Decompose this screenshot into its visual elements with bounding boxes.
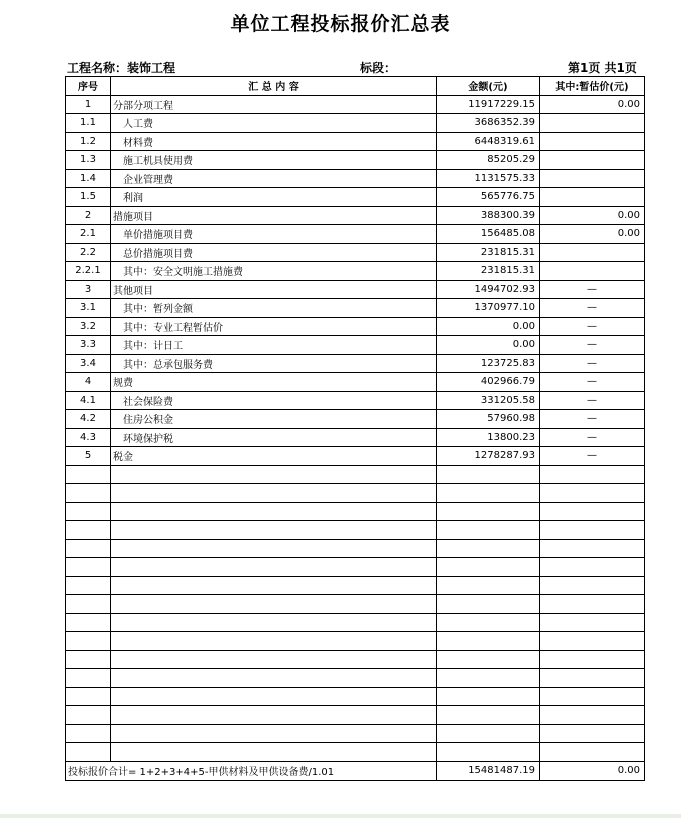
row-amount: 565776.75 xyxy=(437,188,540,207)
project-name-label: 工程名称：装饰工程 xyxy=(67,61,176,75)
empty-cell xyxy=(540,687,645,706)
empty-cell xyxy=(437,724,540,743)
row-index: 2.2 xyxy=(66,243,111,262)
row-index: 1.5 xyxy=(66,188,111,207)
row-amount: 0.00 xyxy=(437,317,540,336)
row-index: 4 xyxy=(66,373,111,392)
empty-cell xyxy=(66,502,111,521)
empty-cell xyxy=(437,558,540,577)
empty-cell xyxy=(111,595,437,614)
row-provisional: 0.00 xyxy=(540,206,645,225)
empty-cell xyxy=(437,502,540,521)
row-amount: 1494702.93 xyxy=(437,280,540,299)
empty-cell xyxy=(66,650,111,669)
empty-cell xyxy=(66,669,111,688)
row-index: 3.4 xyxy=(66,354,111,373)
table-row xyxy=(66,428,645,447)
empty-cell xyxy=(111,539,437,558)
empty-row xyxy=(66,669,645,688)
empty-row xyxy=(66,687,645,706)
empty-cell xyxy=(540,521,645,540)
empty-cell xyxy=(111,465,437,484)
row-amount: 11917229.15 xyxy=(437,95,540,114)
empty-cell xyxy=(111,613,437,632)
row-provisional xyxy=(540,151,645,170)
row-content: 利润 xyxy=(111,188,437,207)
empty-cell xyxy=(66,724,111,743)
row-content: 环境保护税 xyxy=(111,428,437,447)
row-amount: 402966.79 xyxy=(437,373,540,392)
row-index: 2.2.1 xyxy=(66,262,111,281)
row-provisional xyxy=(540,169,645,188)
row-index: 1.4 xyxy=(66,169,111,188)
row-content: 其中：安全文明施工措施费 xyxy=(111,262,437,281)
empty-cell xyxy=(437,613,540,632)
empty-row xyxy=(66,576,645,595)
row-index: 1.3 xyxy=(66,151,111,170)
bottom-strip xyxy=(0,814,681,818)
row-content: 其中：计日工 xyxy=(111,336,437,355)
row-provisional: 0.00 xyxy=(540,95,645,114)
row-content: 措施项目 xyxy=(111,206,437,225)
table-header-row xyxy=(66,77,645,96)
row-amount: 231815.31 xyxy=(437,243,540,262)
empty-cell xyxy=(540,465,645,484)
row-amount: 3686352.39 xyxy=(437,114,540,133)
empty-cell xyxy=(437,687,540,706)
section-label: 标段： xyxy=(360,61,397,75)
row-index: 3 xyxy=(66,280,111,299)
table-row xyxy=(66,410,645,429)
row-provisional xyxy=(540,114,645,133)
row-content: 材料费 xyxy=(111,132,437,151)
empty-cell xyxy=(540,669,645,688)
row-content: 单价措施项目费 xyxy=(111,225,437,244)
table-row xyxy=(66,206,645,225)
table-row xyxy=(66,373,645,392)
empty-row xyxy=(66,539,645,558)
row-index: 2.1 xyxy=(66,225,111,244)
table-row xyxy=(66,280,645,299)
empty-cell xyxy=(111,521,437,540)
table-row xyxy=(66,391,645,410)
table-row xyxy=(66,95,645,114)
empty-cell xyxy=(540,539,645,558)
empty-cell xyxy=(66,539,111,558)
row-provisional xyxy=(540,262,645,281)
empty-cell xyxy=(111,502,437,521)
row-index: 5 xyxy=(66,447,111,466)
empty-cell xyxy=(66,706,111,725)
row-content: 总价措施项目费 xyxy=(111,243,437,262)
empty-cell xyxy=(111,687,437,706)
table-row xyxy=(66,225,645,244)
page-title: 单位工程投标报价汇总表 xyxy=(230,13,451,35)
row-provisional: — xyxy=(540,280,645,299)
empty-cell xyxy=(66,613,111,632)
row-index: 4.1 xyxy=(66,391,111,410)
row-index: 3.1 xyxy=(66,299,111,318)
empty-cell xyxy=(437,632,540,651)
header-content: 汇 总 内 容 xyxy=(111,77,437,96)
row-index: 4.3 xyxy=(66,428,111,447)
empty-row xyxy=(66,650,645,669)
table-body xyxy=(66,95,645,761)
row-content: 社会保险费 xyxy=(111,391,437,410)
empty-cell xyxy=(437,595,540,614)
row-content: 规费 xyxy=(111,373,437,392)
row-provisional: — xyxy=(540,410,645,429)
header-index: 序号 xyxy=(66,77,111,96)
row-content: 其中：暂列金额 xyxy=(111,299,437,318)
row-amount: 1370977.10 xyxy=(437,299,540,318)
row-amount: 231815.31 xyxy=(437,262,540,281)
empty-cell xyxy=(66,521,111,540)
empty-cell xyxy=(66,687,111,706)
empty-cell xyxy=(540,595,645,614)
empty-cell xyxy=(111,724,437,743)
row-provisional: 0.00 xyxy=(540,225,645,244)
empty-row xyxy=(66,724,645,743)
empty-cell xyxy=(66,743,111,762)
empty-row xyxy=(66,484,645,503)
empty-cell xyxy=(66,576,111,595)
empty-cell xyxy=(66,484,111,503)
row-index: 4.2 xyxy=(66,410,111,429)
empty-cell xyxy=(111,650,437,669)
row-content: 人工费 xyxy=(111,114,437,133)
row-index: 3.3 xyxy=(66,336,111,355)
row-index: 3.2 xyxy=(66,317,111,336)
row-amount: 13800.23 xyxy=(437,428,540,447)
empty-row xyxy=(66,706,645,725)
row-provisional xyxy=(540,132,645,151)
empty-row xyxy=(66,613,645,632)
total-amount: 15481487.19 xyxy=(437,761,540,780)
empty-cell xyxy=(111,669,437,688)
row-provisional: — xyxy=(540,317,645,336)
header-amount: 金额(元) xyxy=(437,77,540,96)
empty-cell xyxy=(540,502,645,521)
total-row xyxy=(66,761,645,780)
empty-row xyxy=(66,743,645,762)
row-amount: 388300.39 xyxy=(437,206,540,225)
empty-cell xyxy=(540,743,645,762)
row-provisional: — xyxy=(540,391,645,410)
row-amount: 85205.29 xyxy=(437,151,540,170)
row-content: 税金 xyxy=(111,447,437,466)
empty-cell xyxy=(437,539,540,558)
row-content: 其中：总承包服务费 xyxy=(111,354,437,373)
table-row xyxy=(66,114,645,133)
row-amount: 1131575.33 xyxy=(437,169,540,188)
empty-row xyxy=(66,595,645,614)
empty-row xyxy=(66,521,645,540)
row-content: 施工机具使用费 xyxy=(111,151,437,170)
empty-cell xyxy=(540,484,645,503)
row-amount: 0.00 xyxy=(437,336,540,355)
empty-row xyxy=(66,465,645,484)
row-amount: 6448319.61 xyxy=(437,132,540,151)
empty-cell xyxy=(437,576,540,595)
row-amount: 123725.83 xyxy=(437,354,540,373)
row-index: 2 xyxy=(66,206,111,225)
empty-cell xyxy=(437,743,540,762)
row-content: 分部分项工程 xyxy=(111,95,437,114)
empty-cell xyxy=(540,632,645,651)
empty-cell xyxy=(540,576,645,595)
empty-cell xyxy=(111,484,437,503)
row-provisional: — xyxy=(540,299,645,318)
table-row xyxy=(66,317,645,336)
total-label: 投标报价合计= 1+2+3+4+5-甲供材料及甲供设备费/1.01 xyxy=(66,761,437,780)
row-content: 企业管理费 xyxy=(111,169,437,188)
empty-cell xyxy=(437,650,540,669)
row-amount: 57960.98 xyxy=(437,410,540,429)
row-provisional: — xyxy=(540,428,645,447)
table-row xyxy=(66,262,645,281)
summary-table xyxy=(65,76,645,781)
row-provisional: — xyxy=(540,373,645,392)
empty-cell xyxy=(540,558,645,577)
table-row xyxy=(66,169,645,188)
table-row xyxy=(66,299,645,318)
table-row xyxy=(66,243,645,262)
empty-cell xyxy=(111,743,437,762)
empty-cell xyxy=(540,706,645,725)
table-row xyxy=(66,447,645,466)
row-content: 其中：专业工程暂估价 xyxy=(111,317,437,336)
empty-cell xyxy=(66,558,111,577)
row-provisional: — xyxy=(540,354,645,373)
empty-cell xyxy=(540,650,645,669)
table-row xyxy=(66,336,645,355)
empty-cell xyxy=(437,669,540,688)
row-provisional xyxy=(540,188,645,207)
empty-row xyxy=(66,502,645,521)
row-index: 1.1 xyxy=(66,114,111,133)
total-provisional: 0.00 xyxy=(540,761,645,780)
table-row xyxy=(66,132,645,151)
empty-cell xyxy=(66,595,111,614)
row-provisional: — xyxy=(540,447,645,466)
empty-cell xyxy=(437,521,540,540)
empty-cell xyxy=(66,632,111,651)
table-row xyxy=(66,151,645,170)
empty-cell xyxy=(437,484,540,503)
empty-cell xyxy=(111,706,437,725)
row-index: 1 xyxy=(66,95,111,114)
empty-cell xyxy=(66,465,111,484)
empty-cell xyxy=(540,724,645,743)
table-row xyxy=(66,354,645,373)
row-provisional xyxy=(540,243,645,262)
empty-cell xyxy=(540,613,645,632)
empty-cell xyxy=(437,706,540,725)
row-amount: 1278287.93 xyxy=(437,447,540,466)
row-content: 住房公积金 xyxy=(111,410,437,429)
page-number-label: 第1页 共1页 xyxy=(568,61,637,75)
empty-row xyxy=(66,558,645,577)
header-provisional: 其中:暂估价(元) xyxy=(540,77,645,96)
row-index: 1.2 xyxy=(66,132,111,151)
empty-cell xyxy=(111,576,437,595)
empty-cell xyxy=(111,558,437,577)
row-amount: 156485.08 xyxy=(437,225,540,244)
row-provisional: — xyxy=(540,336,645,355)
table-row xyxy=(66,188,645,207)
row-amount: 331205.58 xyxy=(437,391,540,410)
empty-cell xyxy=(437,465,540,484)
row-content: 其他项目 xyxy=(111,280,437,299)
empty-row xyxy=(66,632,645,651)
empty-cell xyxy=(111,632,437,651)
